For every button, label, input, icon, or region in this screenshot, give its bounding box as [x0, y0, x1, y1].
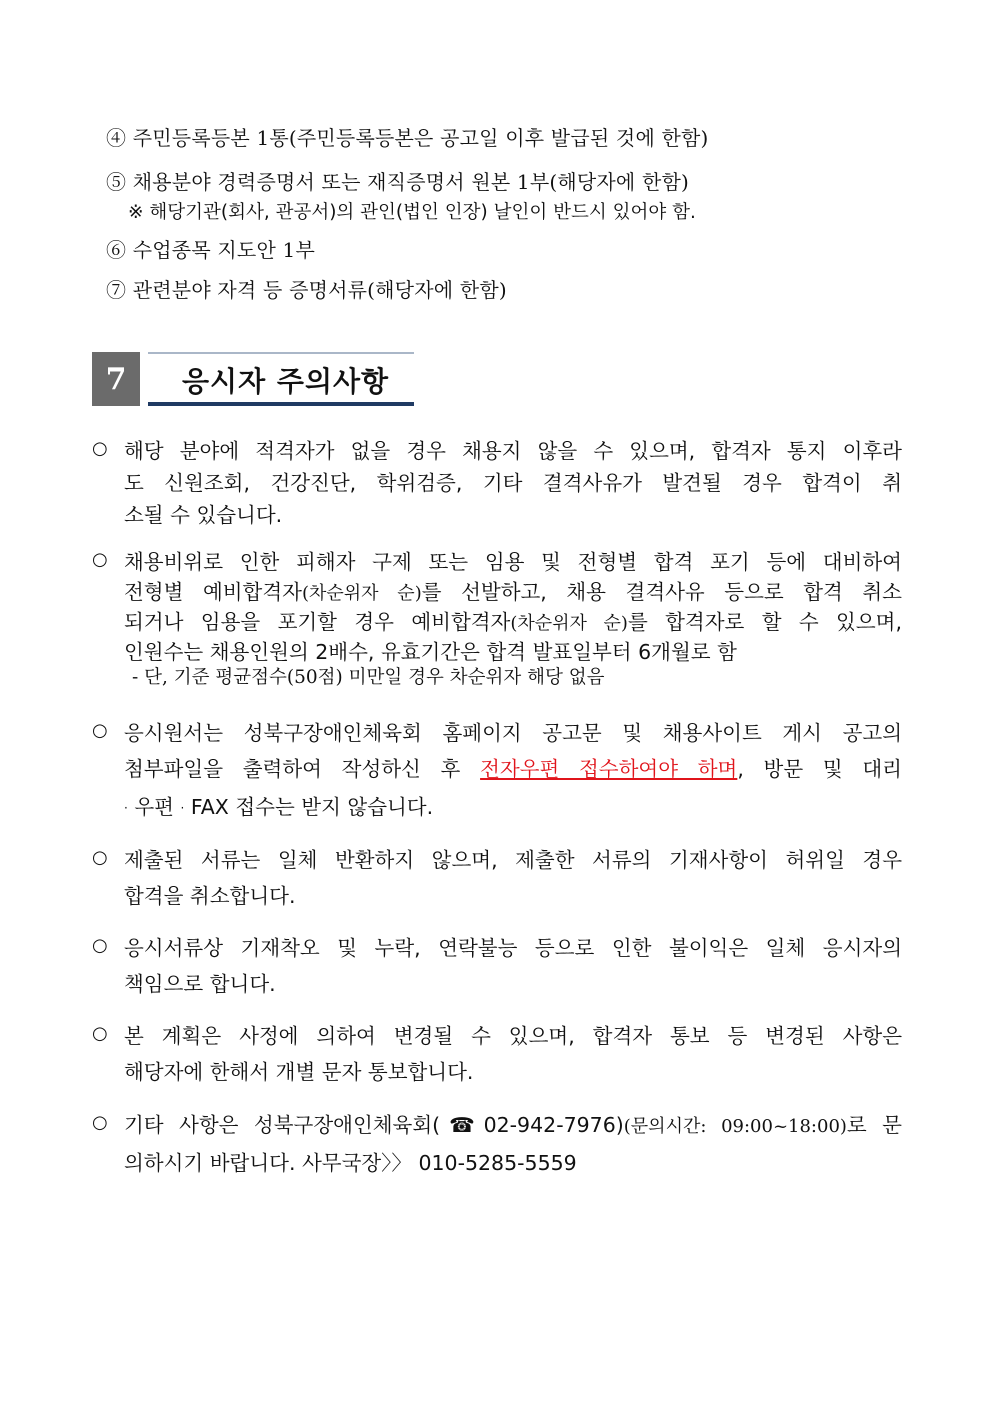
text-segment: 되거나 임용을 포기할 경우 예비합격자 — [124, 610, 511, 634]
item-text: 주민등록등본 1통(주민등록등본은 공고일 이후 발급된 것에 한함) — [132, 126, 709, 150]
section-rule-top — [148, 352, 414, 354]
text-segment: 로 문 — [846, 1113, 902, 1137]
notice-line — [124, 605, 902, 635]
bullet-circle: ○ — [92, 549, 108, 570]
separator-dot: · — [124, 801, 128, 815]
bullet-circle: ○ — [92, 935, 108, 956]
notice-line: 응시서류상 기재착오 및 누락, 연락불능 등으로 인한 불이익은 일체 응시자의 — [124, 936, 902, 960]
highlighted-text: 전자우편 접수하여야 하며 — [480, 757, 738, 781]
section-title: 응시자 주의사항 — [182, 365, 390, 398]
text-segment: 첨부파일을 출력하여 작성하신 후 — [124, 757, 481, 781]
item-number: ④ — [106, 126, 127, 150]
bullet-circle: ○ — [92, 847, 108, 868]
section-number: 7 — [92, 352, 140, 406]
notice-line: 본 계획은 사정에 의하여 변경될 수 있으며, 합격자 통보 등 변경된 사항은 — [124, 1024, 902, 1048]
bullet-circle: ○ — [92, 1112, 108, 1133]
inquiry-hours: (문의시간: 09:00~18:00) — [623, 1116, 847, 1137]
text-segment: 기타 사항은 성북구장애인체육회( — [124, 1113, 441, 1137]
notice-line — [124, 1108, 902, 1138]
document-note: ※ 해당기관(회사, 관공서)의 관인(법인 인장) 날인이 반드시 있어야 함. — [128, 202, 696, 223]
text-segment: 우편 — [134, 795, 174, 819]
item-text: 관련분야 자격 등 증명서류(해당자에 한함) — [132, 278, 507, 302]
document-item-6 — [106, 234, 315, 263]
bullet-circle: ○ — [92, 720, 108, 741]
document-item-4 — [106, 122, 709, 151]
notice-line: 채용비위로 인한 피해자 구제 또는 임용 및 전형별 합격 포기 등에 대비하여 — [124, 550, 902, 574]
notice-line: 소될 수 있습니다. — [124, 503, 283, 527]
bullet-circle: ○ — [92, 1023, 108, 1044]
item-number: ⑤ — [106, 170, 127, 194]
document-item-5 — [106, 166, 689, 195]
notice-line: 도 신원조회, 건강진단, 학위검증, 기타 결격사유가 발견될 경우 합격이 취 — [124, 471, 902, 495]
notice-line: 해당 분야에 적격자가 없을 경우 채용지 않을 수 있으며, 합격자 통지 이후라 — [124, 439, 902, 463]
notice-line: 의하시기 바랍니다. 사무국장〉〉 010-5285-5559 — [124, 1151, 577, 1175]
notice-line: 합격을 취소합니다. — [124, 884, 296, 908]
bullet-circle: ○ — [92, 438, 108, 459]
text-segment: 를 선발하고, 채용 결격사유 등으로 합격 취소 — [421, 580, 902, 604]
text-segment: (차순위자 순) — [510, 613, 628, 634]
document-item-7 — [106, 274, 507, 303]
text-segment: FAX 접수는 받지 않습니다. — [190, 795, 434, 819]
notice-line: 인원수는 채용인원의 2배수, 유효기간은 합격 발표일부터 6개월로 함 — [124, 640, 737, 664]
separator-dot: · — [180, 801, 185, 815]
phone-number: 02-942-7976) — [483, 1113, 624, 1137]
item-number: ⑦ — [106, 278, 127, 302]
text-segment: (차순위자 순) — [301, 583, 422, 604]
notice-line — [124, 575, 902, 605]
phone-icon: ☎ — [440, 1113, 484, 1137]
section-rule-bottom — [148, 402, 414, 406]
notice-line: 제출된 서류는 일체 반환하지 않으며, 제출한 서류의 기재사항이 허위일 경우 — [124, 848, 902, 872]
item-text: 수업종목 지도안 1부 — [132, 238, 315, 262]
notice-line — [124, 752, 902, 782]
item-text: 채용분야 경력증명서 또는 재직증명서 원본 1부(해당자에 한함) — [132, 170, 690, 194]
item-number: ⑥ — [106, 238, 127, 262]
notice-line: 책임으로 합니다. — [124, 972, 276, 996]
notice-sub-line: - 단, 기준 평균점수(50점) 미만일 경우 차순위자 해당 없음 — [132, 667, 605, 688]
notice-line: 해당자에 한해서 개별 문자 통보합니다. — [124, 1060, 474, 1084]
text-segment: 를 합격자로 할 수 있으며, — [627, 610, 902, 634]
notice-line: 응시원서는 성북구장애인체육회 홈페이지 공고문 및 채용사이트 게시 공고의 — [124, 721, 902, 745]
section-header — [92, 352, 414, 408]
text-segment: 전형별 예비합격자 — [124, 580, 302, 604]
text-segment: , 방문 및 대리 — [737, 757, 902, 781]
notice-line — [124, 790, 902, 820]
